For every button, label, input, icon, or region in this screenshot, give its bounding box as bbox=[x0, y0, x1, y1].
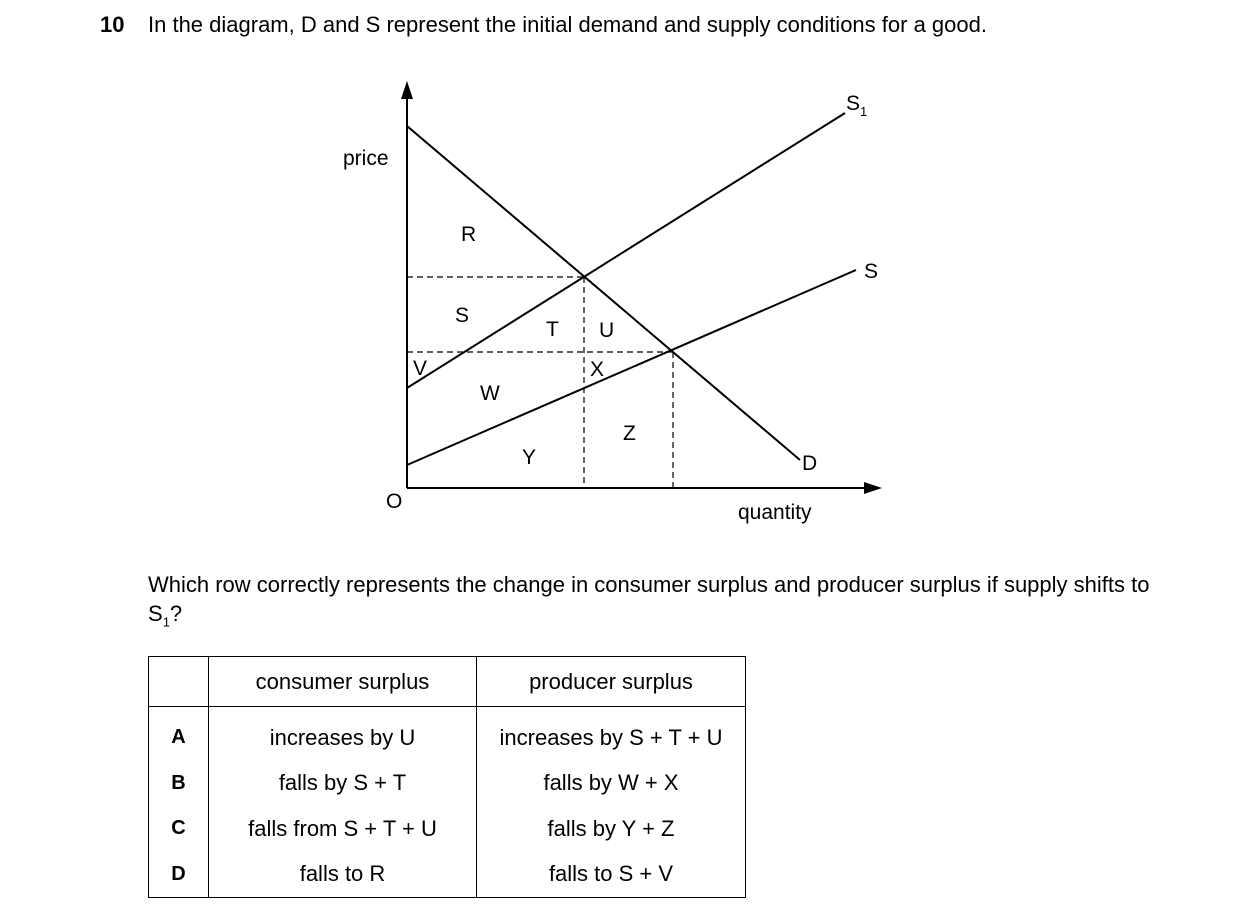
consumer-surplus-cell: falls to R bbox=[209, 852, 477, 898]
region-label-w: W bbox=[480, 382, 500, 405]
table-row-option-c[interactable] bbox=[149, 806, 746, 852]
supply-curve-s1 bbox=[407, 113, 845, 388]
quantity-axis-label: quantity bbox=[738, 501, 812, 524]
region-label-r: R bbox=[461, 223, 477, 246]
producer-surplus-cell: falls to S + V bbox=[477, 852, 746, 898]
question-prompt: Which row correctly represents the change in consumer surplus and producer surplus if supply shifts to $S_1$? bbox=[148, 572, 1150, 630]
question-stem: In the diagram, D and S represent the initial demand and supply conditions for a good. bbox=[148, 12, 987, 37]
price-axis-arrow bbox=[401, 81, 413, 99]
option-letter: A bbox=[149, 707, 209, 761]
header-producer-surplus: producer surplus bbox=[477, 657, 746, 707]
quantity-axis-arrow bbox=[864, 482, 882, 494]
table-row-option-b[interactable] bbox=[149, 761, 746, 807]
table-row-option-a[interactable] bbox=[149, 707, 746, 761]
question-number: 10 bbox=[100, 12, 125, 37]
table-header-row bbox=[149, 657, 746, 707]
table-row-option-d[interactable] bbox=[149, 852, 746, 898]
region-label-y: Y bbox=[522, 446, 537, 469]
header-consumer-surplus: consumer surplus bbox=[209, 657, 477, 707]
producer-surplus-cell: falls by W + X bbox=[477, 761, 746, 807]
origin-label: O bbox=[386, 490, 403, 513]
answer-options-table bbox=[148, 656, 746, 898]
demand-curve bbox=[407, 126, 800, 460]
price-axis-label: price bbox=[343, 147, 389, 170]
producer-surplus-cell: increases by S + T + U bbox=[477, 707, 746, 761]
supply1-curve-label: $S_1$ bbox=[846, 92, 868, 119]
option-letter: D bbox=[149, 852, 209, 898]
demand-curve-label: D bbox=[802, 452, 818, 475]
supply-curve-label: S bbox=[864, 260, 879, 283]
consumer-surplus-cell: falls by S + T bbox=[209, 761, 477, 807]
region-label-v: V bbox=[413, 357, 428, 380]
region-label-x: X bbox=[590, 358, 605, 381]
header-option bbox=[149, 657, 209, 707]
region-label-t: T bbox=[546, 318, 559, 341]
consumer-surplus-cell: falls from S + T + U bbox=[209, 806, 477, 852]
producer-surplus-cell: falls by Y + Z bbox=[477, 806, 746, 852]
region-label-s: S bbox=[455, 304, 470, 327]
option-letter: B bbox=[149, 761, 209, 807]
consumer-surplus-cell: increases by U bbox=[209, 707, 477, 761]
region-label-u: U bbox=[599, 319, 615, 342]
option-letter: C bbox=[149, 806, 209, 852]
region-label-z: Z bbox=[623, 422, 636, 445]
